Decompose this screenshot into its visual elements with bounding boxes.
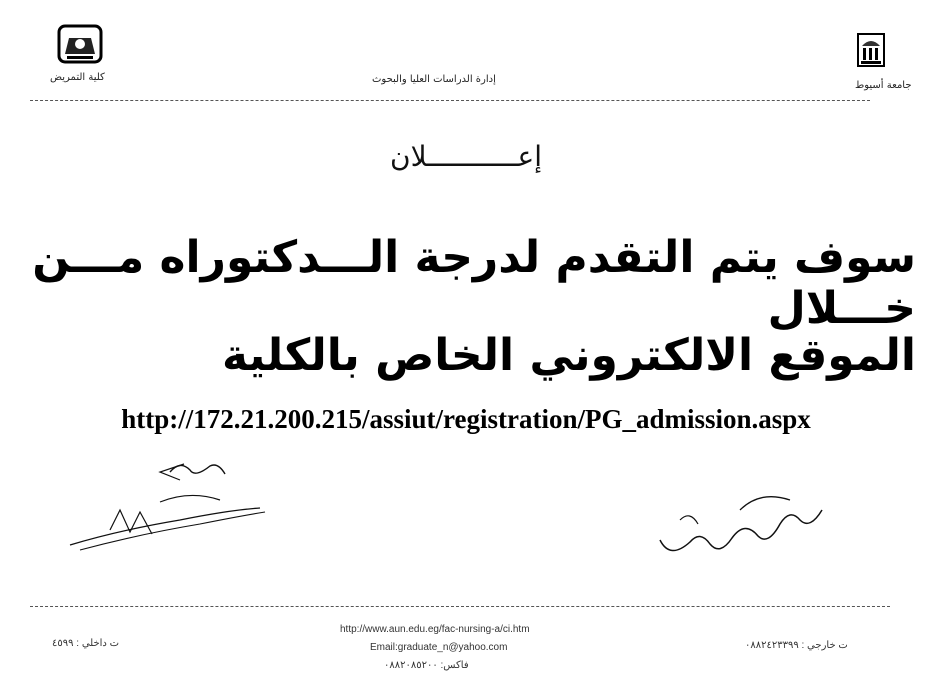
contact-email[interactable]: Email:graduate_n@yahoo.com [370, 642, 508, 653]
faculty-name: كلية التمريض [50, 72, 105, 83]
faculty-logo [57, 24, 103, 64]
announcement-line-1: سوف يتم التقدم لدرجة الـــدكتوراه مـــن خـــلال [32, 232, 916, 334]
footer-divider [30, 606, 890, 607]
faculty-logo-icon [57, 24, 103, 64]
announcement-line-2: الموقع الالكتروني الخاص بالكلية [222, 330, 916, 381]
external-phone: ت خارجي : ٠٨٨٢٤٢٣٣٩٩ [745, 640, 848, 651]
signature-right [650, 480, 830, 570]
university-logo-icon [856, 32, 886, 68]
registration-url[interactable]: http://172.21.200.215/assiut/registration/PG_admission.aspx [121, 404, 811, 434]
announcement-heading: إعـــــــــــلان [390, 140, 542, 173]
department-name: إدارة الدراسات العليا والبحوث [372, 74, 496, 85]
university-name: جامعة أسيوط [855, 80, 912, 91]
signature-left [60, 450, 280, 570]
university-logo [856, 32, 886, 68]
internal-phone: ت داخلي : ٤٥٩٩ [52, 638, 120, 649]
fax-number: فاكس: ٠٨٨٢٠٨٥٢٠٠ [384, 660, 469, 671]
header-divider [30, 100, 870, 101]
faculty-website[interactable]: http://www.aun.edu.eg/fac-nursing-a/ci.htm [340, 624, 530, 635]
